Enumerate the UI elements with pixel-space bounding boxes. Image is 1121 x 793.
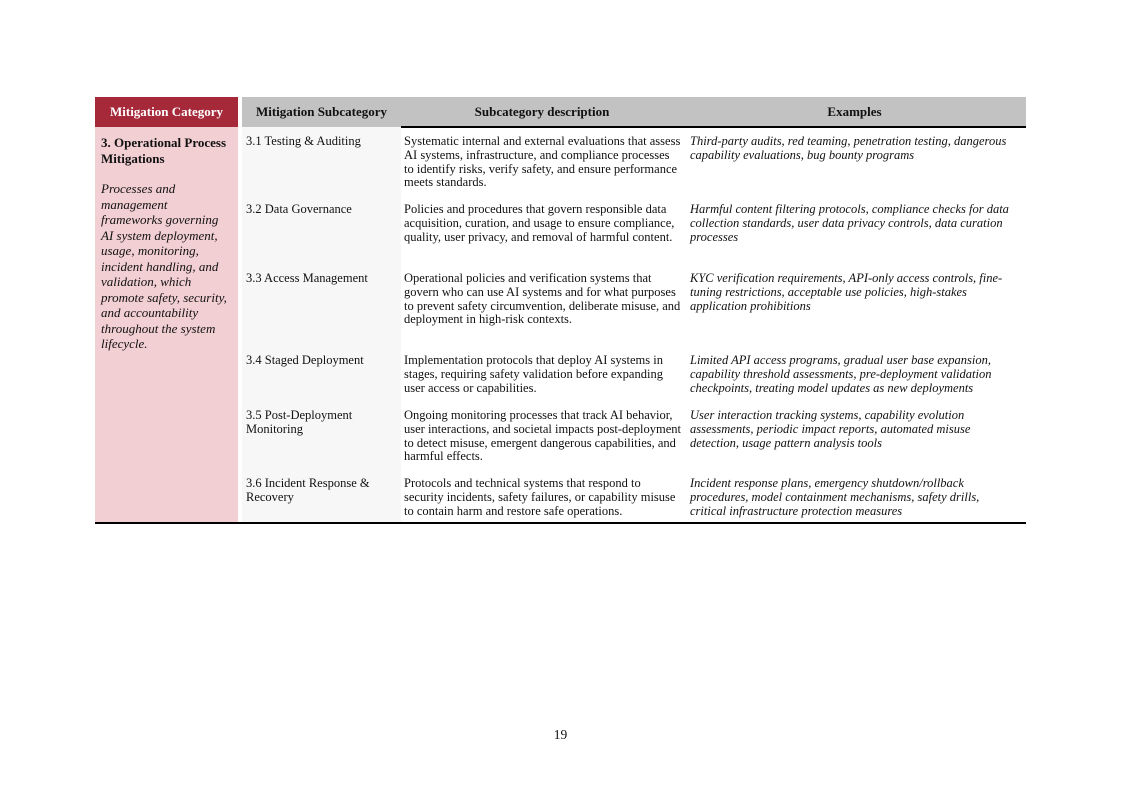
header-cell-mitigation-subcategory: Mitigation Subcategory bbox=[242, 97, 401, 127]
subcategory-label: 3.6 Incident Response & Recovery bbox=[242, 477, 401, 523]
subcategory-description: Operational policies and verification systems that govern who can use AI systems and for what purposes to prevent safety circumvention, deliberate misuse, and deployment in high-risk contexts. bbox=[401, 272, 683, 354]
table-body bbox=[95, 127, 1026, 523]
category-title: 3. Operational Process Mitigations bbox=[101, 135, 227, 166]
table-header-row bbox=[95, 97, 1026, 127]
subcategory-description: Ongoing monitoring processes that track AI behavior, user interactions, and societal impacts post-deployment to detect misuse, emergent dangerous capabilities, and harmful effects. bbox=[401, 409, 683, 477]
header-cell-examples: Examples bbox=[683, 97, 1026, 127]
header-divider-rule bbox=[401, 126, 1026, 128]
subcategory-description: Policies and procedures that govern responsible data acquisition, curation, and usage to ensure compliance, quality, user privacy, and removal of harmful content. bbox=[401, 203, 683, 272]
category-description: Processes and management frameworks governing AI system deployment, usage, monitoring, incident handling, and validation, which promote safety, security, and accountability throughout the system lifecycle. bbox=[101, 181, 227, 351]
page-number: 19 bbox=[553, 727, 568, 742]
subcategory-examples: Third-party audits, red teaming, penetration testing, dangerous capability evaluations, bug bounty programs bbox=[683, 135, 1026, 203]
subcategory-description: Implementation protocols that deploy AI systems in stages, requiring safety validation before expanding user access or capabilities. bbox=[401, 354, 683, 409]
subcategory-examples: Limited API access programs, gradual user base expansion, capability threshold assessments, pre-deployment validation checkpoints, treating model updates as new deployments bbox=[683, 354, 1026, 409]
subcategory-label: 3.5 Post-Deployment Monitoring bbox=[242, 409, 401, 477]
subcategory-examples: Harmful content filtering protocols, compliance checks for data collection standards, user data privacy controls, data curation processes bbox=[683, 203, 1026, 272]
subcategory-label: 3.1 Testing & Auditing bbox=[242, 135, 401, 203]
category-cell bbox=[95, 127, 238, 523]
subcategory-label: 3.2 Data Governance bbox=[242, 203, 401, 272]
subcategory-label: 3.4 Staged Deployment bbox=[242, 354, 401, 409]
subcategory-description: Protocols and technical systems that respond to security incidents, safety failures, or capability misuse to contain harm and restore safe operations. bbox=[401, 477, 683, 523]
subcategory-description: Systematic internal and external evaluations that assess AI systems, infrastructure, and compliance processes to identify risks, verify safety, and ensure performance meets standards. bbox=[401, 135, 683, 203]
subcategory-examples: Incident response plans, emergency shutdown/rollback procedures, model containment mechanisms, safety drills, critical infrastructure protection measures bbox=[683, 477, 1026, 523]
subcategory-examples: User interaction tracking systems, capability evolution assessments, periodic impact reports, automated misuse detection, usage pattern analysis tools bbox=[683, 409, 1026, 477]
header-cell-mitigation-category: Mitigation Category bbox=[95, 97, 238, 127]
table-bottom-rule bbox=[95, 522, 1026, 524]
subcategory-examples: KYC verification requirements, API-only access controls, fine-tuning restrictions, acceptable use policies, high-stakes application prohibitions bbox=[683, 272, 1026, 354]
header-cell-subcategory-description: Subcategory description bbox=[401, 97, 683, 127]
mitigation-table bbox=[95, 97, 1026, 523]
subcategory-label: 3.3 Access Management bbox=[242, 272, 401, 354]
